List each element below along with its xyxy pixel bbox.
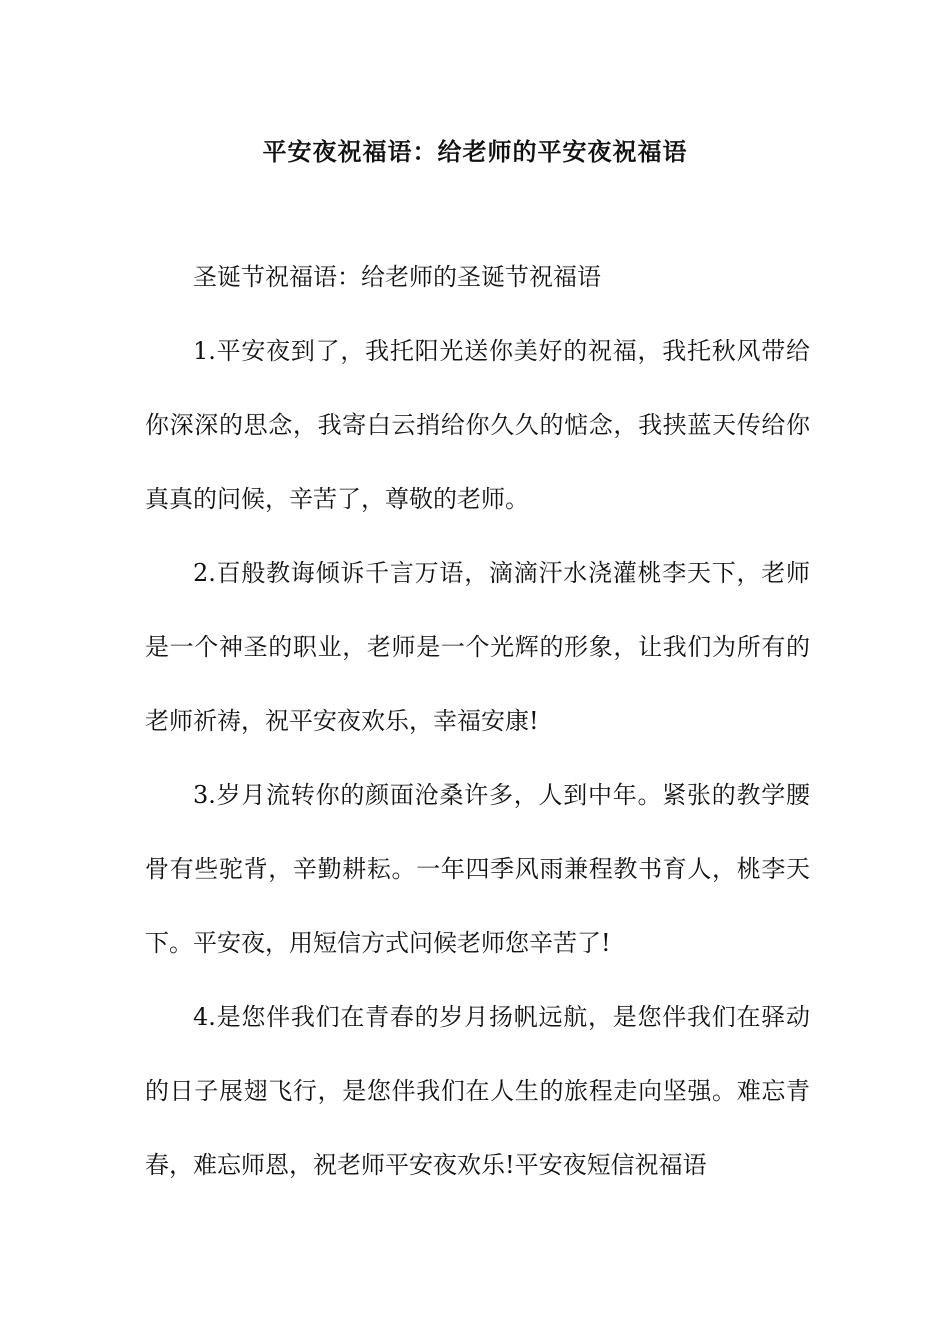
- paragraph-3: 3.岁月流转你的颜面沧桑许多，人到中年。紧张的教学腰骨有些驼背，辛勤耕耘。一年四季风雨兼程教书育人，桃李天下。平安夜，用短信方式问候老师您辛苦了!: [145, 781, 810, 957]
- paragraph-heading: 圣诞节祝福语：给老师的圣诞节祝福语: [193, 263, 601, 291]
- paragraph-2: 2.百般教诲倾诉千言万语，滴滴汗水浇灌桃李天下，老师是一个神圣的职业，老师是一个光辉的形象，让我们为所有的老师祈祷，祝平安夜欢乐，幸福安康!: [145, 559, 810, 735]
- document-body: [145, 240, 810, 1202]
- paragraph-1: 1.平安夜到了，我托阳光送你美好的祝福，我托秋风带给你深深的思念，我寄白云捎给你久久的惦念，我挟蓝天传给你真真的问候，辛苦了，尊敬的老师。: [145, 337, 810, 513]
- paragraph-4: 4.是您伴我们在青春的岁月扬帆远航，是您伴我们在驿动的日子展翅飞行，是您伴我们在人生的旅程走向坚强。难忘青春，难忘师恩，祝老师平安夜欢乐!平安夜短信祝福语: [145, 1003, 810, 1179]
- document-title: 平安夜祝福语：给老师的平安夜祝福语: [262, 137, 688, 166]
